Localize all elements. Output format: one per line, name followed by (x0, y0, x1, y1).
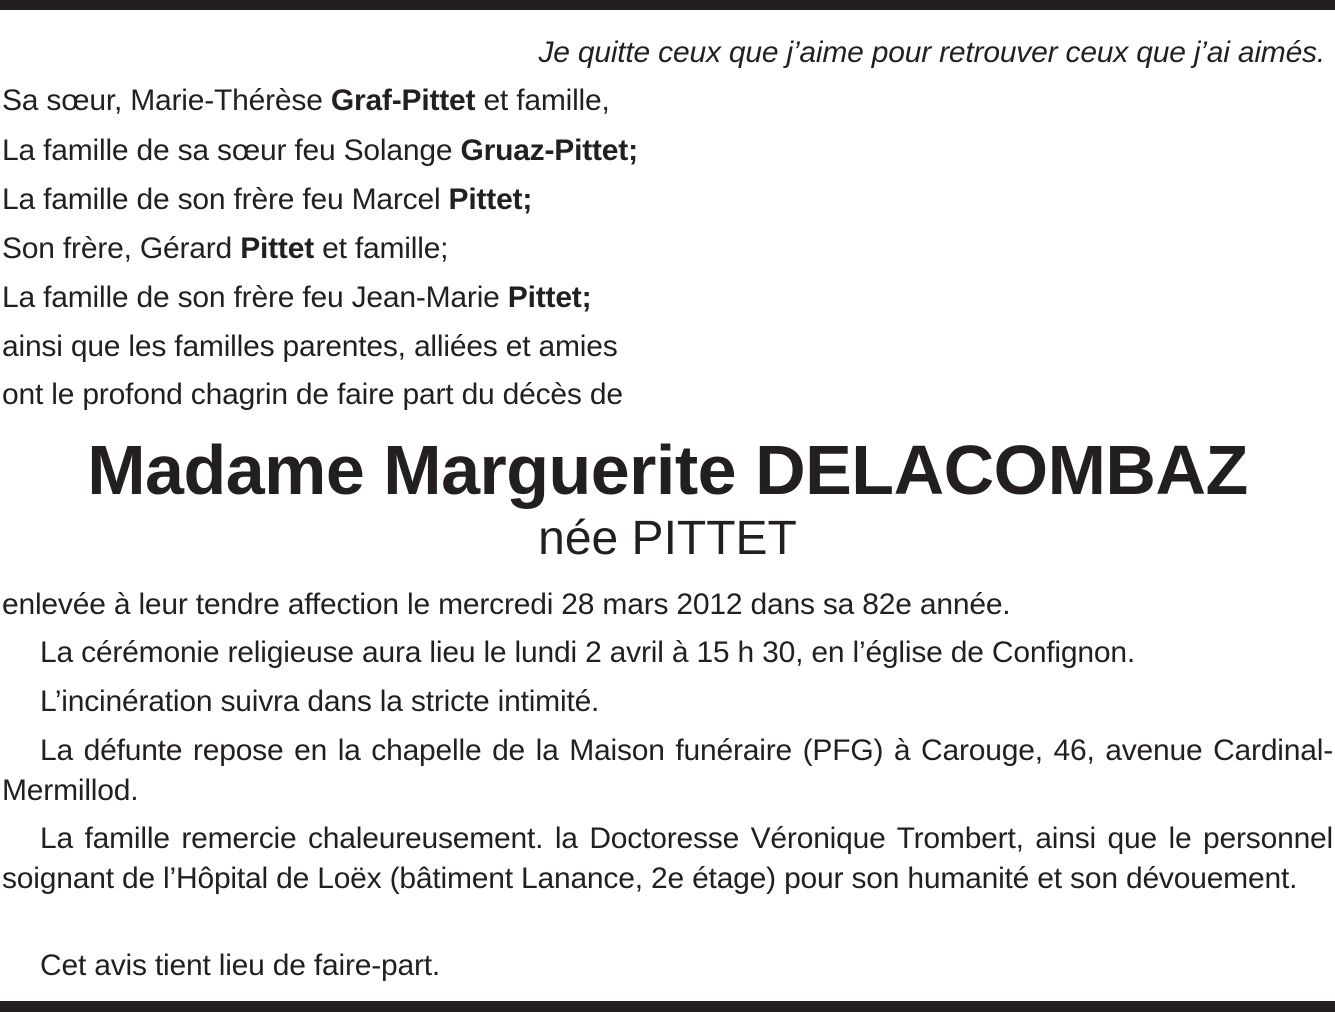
family-line (2, 377, 623, 413)
epigraph: Je quitte ceux que j’aime pour retrouver ceux que j’ai aimés. (538, 36, 1325, 69)
bottom-rule (0, 1001, 1335, 1012)
family-line-surname: Graf-Pittet (330, 84, 476, 117)
top-rule (0, 0, 1335, 10)
family-line-text: La famille de sa sœur feu Solange (2, 134, 461, 167)
closing-paragraph: Cet avis tient lieu de faire-part. (40, 949, 441, 982)
maiden-name: née PITTET (538, 512, 797, 565)
cremation-paragraph: L’incinération suivra dans la stricte intimité. (40, 685, 600, 718)
family-line-text: La famille de son frère feu Jean-Marie (2, 281, 508, 314)
thanks-paragraph: La famille remercie chaleureusement. la Doctoresse Véronique Trombert, ainsi que le personnel soignant de l’Hôpital de Loëx (bâtiment Lanance, 2e étage) pour son humanité et son dévouement. (2, 822, 1333, 895)
family-line-surname: Gruaz-Pittet; (460, 134, 638, 167)
resting-place-paragraph: La défunte repose en la chapelle de la Maison funéraire (PFG) à Carouge, 46, avenue Cardinal-Mermillod. (2, 734, 1333, 807)
deceased-name: Madame Marguerite DELACOMBAZ (87, 431, 1248, 509)
family-line (2, 133, 638, 169)
family-line (2, 280, 591, 316)
family-line-text: ainsi que les familles parentes, alliées et amies (2, 330, 618, 363)
family-line-text: Son frère, Gérard (2, 232, 241, 265)
family-line-text: et famille; (314, 232, 449, 265)
family-line-surname: Pittet (240, 232, 314, 265)
family-line-text: La famille de son frère feu Marcel (2, 183, 449, 216)
death-announcement: enlevée à leur tendre affection le mercredi 28 mars 2012 dans sa 82e année. (2, 588, 1011, 621)
family-line-text: ont le profond chagrin de faire part du décès de (2, 378, 623, 411)
family-line-text: et famille, (475, 84, 610, 117)
family-line (2, 231, 448, 267)
family-line (2, 83, 610, 119)
family-line-surname: Pittet; (448, 183, 533, 216)
family-line-surname: Pittet; (507, 281, 592, 314)
family-line (2, 182, 532, 218)
ceremony-paragraph: La cérémonie religieuse aura lieu le lundi 2 avril à 15 h 30, en l’église de Confignon. (40, 636, 1135, 669)
family-line (2, 329, 618, 365)
family-line-text: Sa sœur, Marie-Thérèse (2, 84, 331, 117)
